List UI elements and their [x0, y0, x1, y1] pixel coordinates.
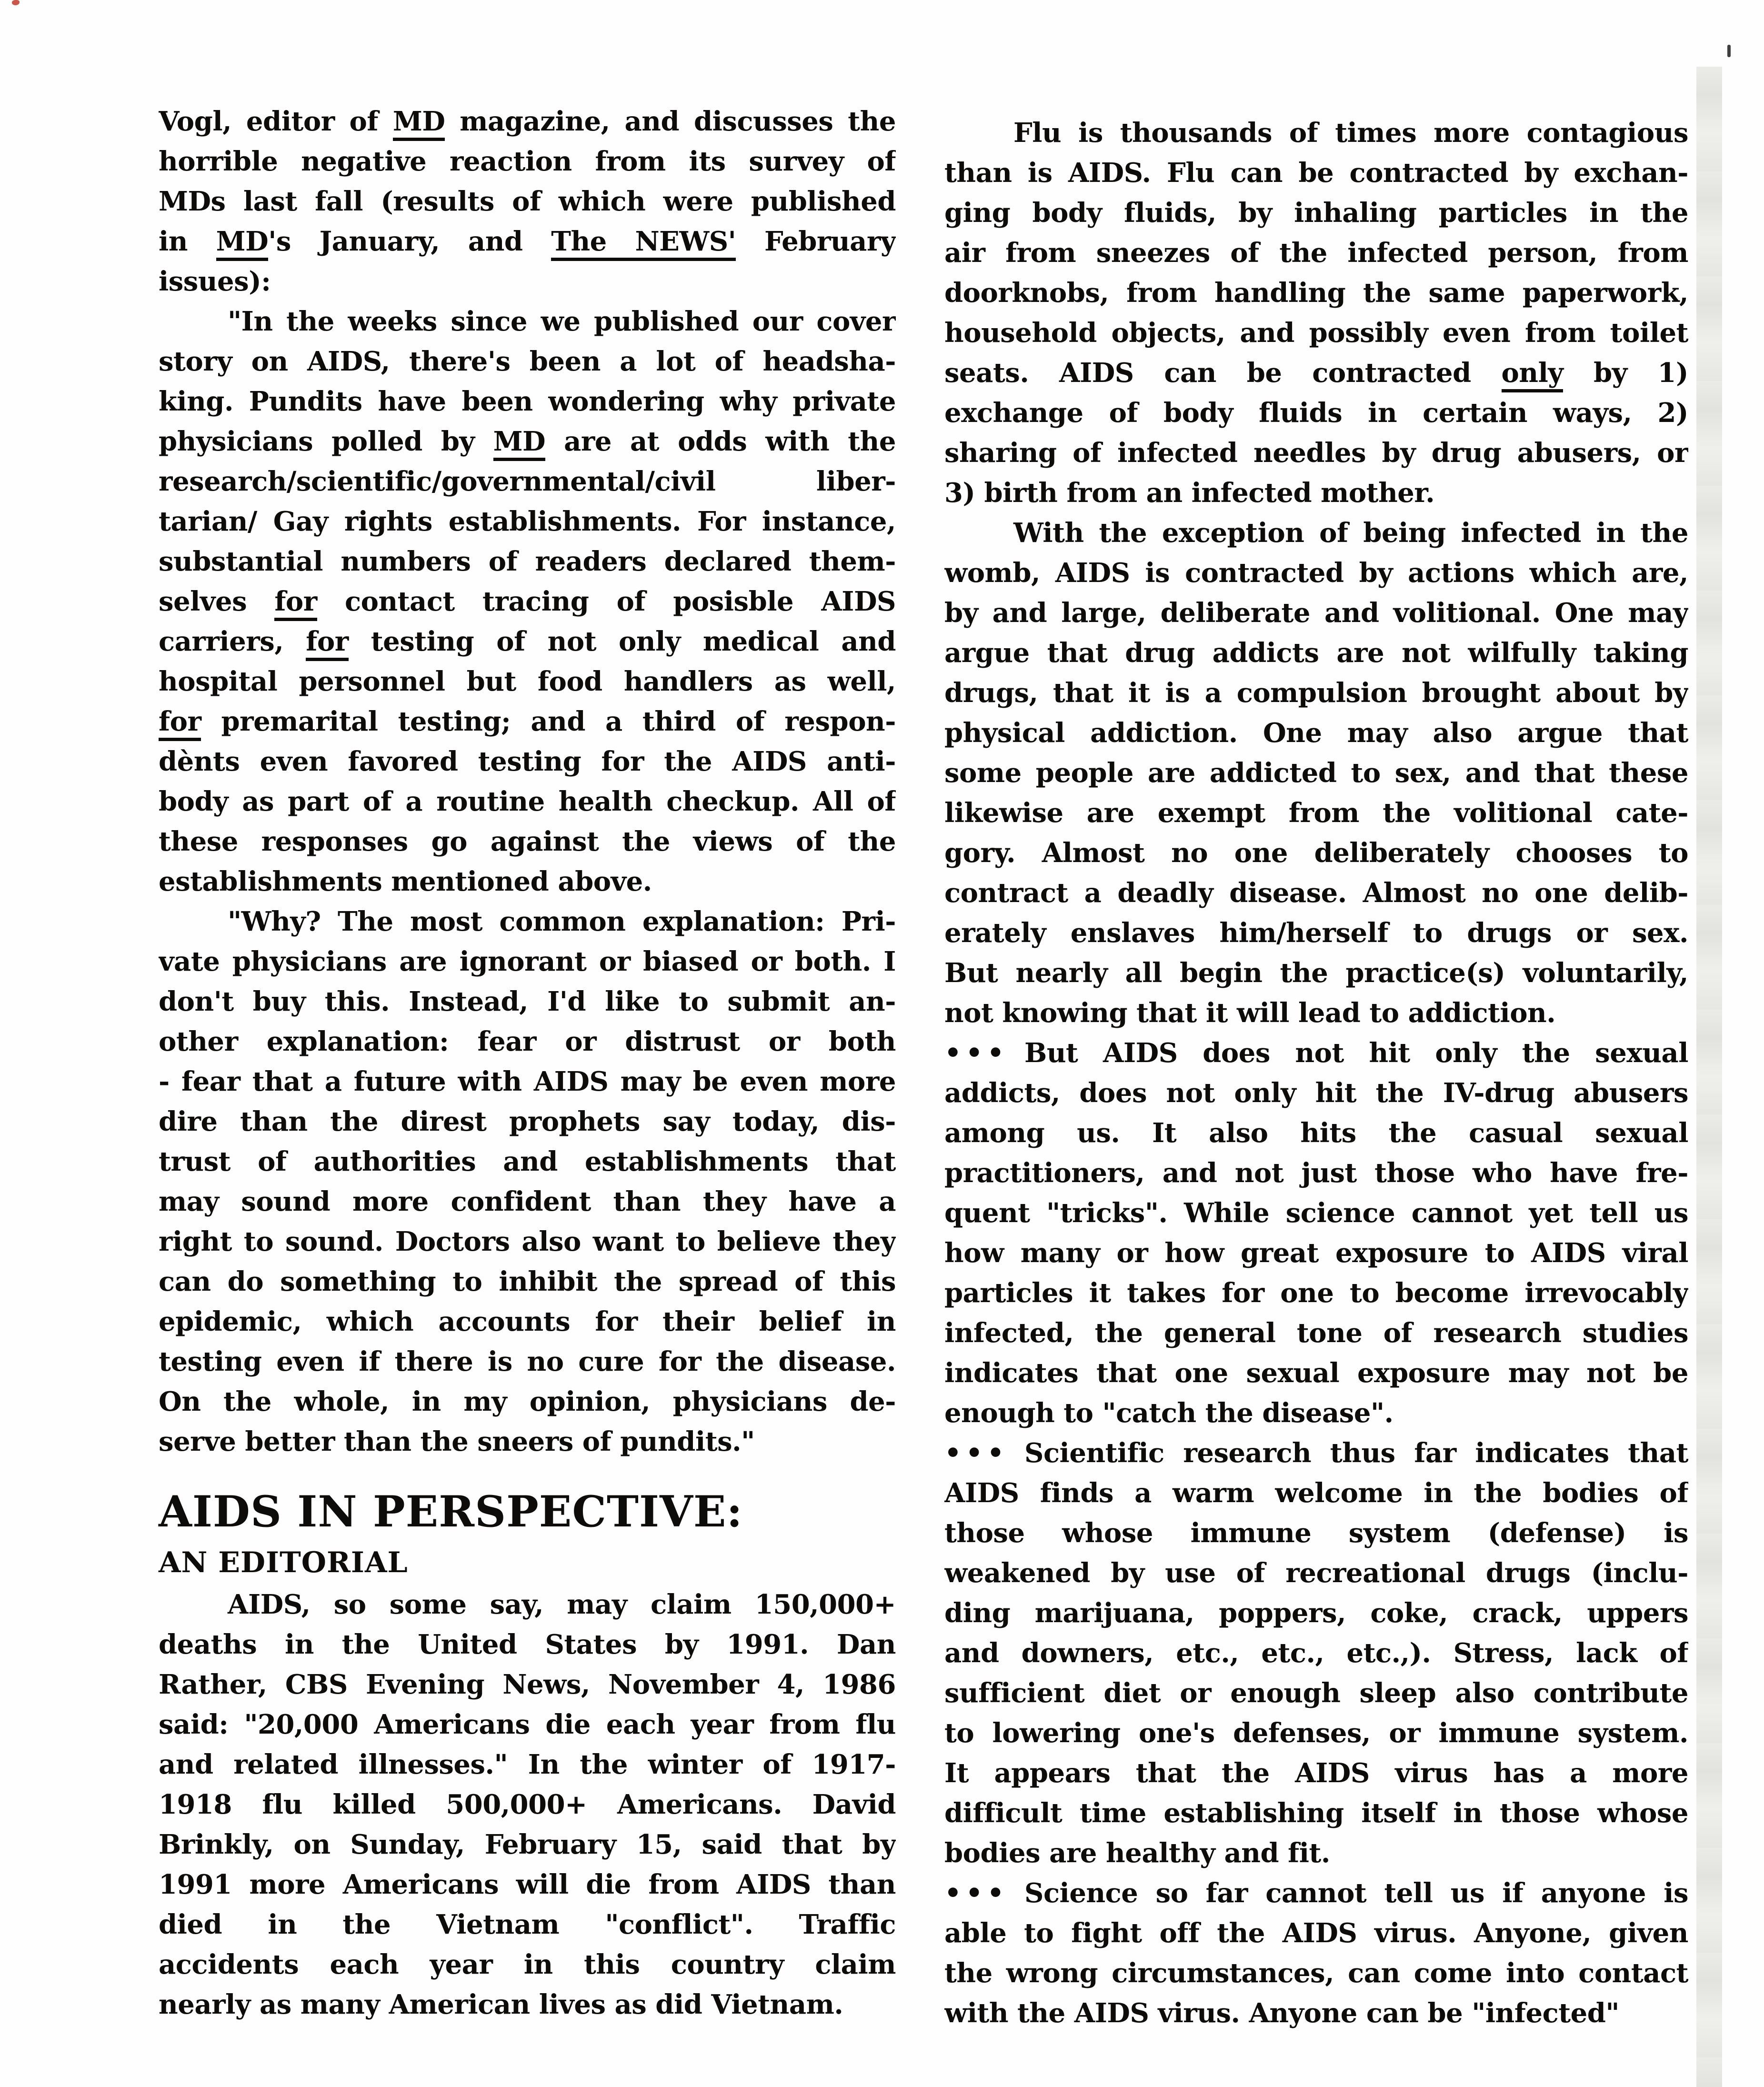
- text-line: may sound more confident than they have a: [159, 1186, 896, 1217]
- text-line: nearly as many American lives as did Vietnam.: [159, 1989, 843, 2020]
- bullet-marker: •••: [944, 1037, 1009, 1069]
- text-line: argue that drug addicts are not wilfully taking: [944, 637, 1688, 669]
- text-line: died in the Vietnam "conflict". Traffic: [159, 1909, 896, 1940]
- text-line: for premarital testing; and a third of respon-: [159, 702, 896, 742]
- text-line: With the exception of being infected in the: [1013, 517, 1688, 549]
- text-line: drugs, that it is a compulsion brought about by: [944, 677, 1688, 709]
- text-line: - fear that a future with AIDS may be even more: [159, 1066, 896, 1097]
- text-line: with the AIDS virus. Anyone can be "infected": [944, 1997, 1620, 2029]
- text-line: ••• Scientific research thus far indicates that: [944, 1433, 1688, 1473]
- text-line: quent "tricks". While science cannot yet tell us: [944, 1197, 1688, 1229]
- text-line: sufficient diet or enough sleep also contribute: [944, 1677, 1688, 1709]
- text-line: ding marijuana, poppers, coke, crack, uppers: [944, 1597, 1688, 1629]
- text-line: gory. Almost no one deliberately chooses to: [944, 837, 1688, 869]
- text-line: trust of authorities and establishments that: [159, 1146, 896, 1177]
- text-line: other explanation: fear or distrust or both: [159, 1026, 896, 1057]
- text-line: hospital personnel but food handlers as well,: [159, 666, 896, 697]
- text-line: body as part of a routine health checkup. All of: [159, 786, 896, 817]
- text-line: But nearly all begin the practice(s) voluntarily,: [944, 957, 1688, 989]
- text-line: Brinkly, on Sunday, February 15, said that by: [159, 1829, 896, 1860]
- text-line: and related illnesses." In the winter of 1917-: [159, 1749, 896, 1780]
- text-line: dènts even favored testing for the AIDS anti-: [159, 746, 896, 777]
- text-line: addicts, does not only hit the IV-drug abusers: [944, 1077, 1688, 1109]
- text-line: issues):: [159, 266, 271, 297]
- section-heading: AIDS IN PERSPECTIVE:: [159, 1486, 743, 1537]
- text-line: physical addiction. One may also argue that: [944, 717, 1688, 749]
- text-line: infected, the general tone of research studies: [944, 1317, 1688, 1349]
- text-line: research/scientific/governmental/civil liber-: [159, 466, 896, 497]
- text-line: air from sneezes of the infected person, from: [944, 237, 1688, 269]
- text-line: household objects, and possibly even from toilet: [944, 317, 1688, 349]
- text-line: MDs last fall (results of which were published: [159, 186, 896, 217]
- text-line: contract a deadly disease. Almost no one delib-: [944, 877, 1688, 909]
- text-line: sharing of infected needles by drug abusers, or: [944, 437, 1688, 469]
- left-column: [159, 101, 896, 2025]
- underlined-text: MD: [493, 426, 546, 461]
- text-line: Vogl, editor of MD magazine, and discusses the: [159, 101, 896, 141]
- underlined-text: MD: [393, 106, 445, 141]
- text-line: ging body fluids, by inhaling particles in the: [944, 197, 1688, 229]
- text-line: doorknobs, from handling the same paperwork,: [944, 277, 1688, 309]
- text-line: substantial numbers of readers declared them-: [159, 546, 896, 577]
- text-line: to lowering one's defenses, or immune system.: [944, 1717, 1688, 1749]
- text-line: AIDS, so some say, may claim 150,000+: [228, 1589, 896, 1620]
- text-line: womb, AIDS is contracted by actions which are,: [944, 557, 1688, 589]
- text-line: don't buy this. Instead, I'd like to submit an-: [159, 986, 896, 1017]
- text-line: It appears that the AIDS virus has a more: [944, 1757, 1688, 1789]
- text-line: weakened by use of recreational drugs (inclu-: [944, 1557, 1688, 1589]
- text-line: among us. It also hits the casual sexual: [944, 1117, 1688, 1149]
- text-line: 1991 more Americans will die from AIDS than: [159, 1869, 896, 1900]
- text-line: testing even if there is no cure for the disease.: [159, 1346, 896, 1377]
- text-line: deaths in the United States by 1991. Dan: [159, 1629, 896, 1660]
- text-line: particles it takes for one to become irrevocably: [944, 1277, 1688, 1309]
- underlined-text: for: [159, 706, 201, 741]
- text-line: bodies are healthy and fit.: [944, 1837, 1330, 1869]
- text-line: tarian/ Gay rights establishments. For instance,: [159, 506, 896, 537]
- text-line: epidemic, which accounts for their belief in: [159, 1306, 896, 1337]
- scan-artifact-red-dot: [12, 0, 20, 5]
- text-line: right to sound. Doctors also want to believe they: [159, 1226, 896, 1257]
- text-line: exchange of body fluids in certain ways, 2): [944, 397, 1688, 429]
- text-line: AIDS finds a warm welcome in the bodies of: [944, 1477, 1688, 1509]
- text-line: "Why? The most common explanation: Pri-: [228, 906, 896, 937]
- text-line: On the whole, in my opinion, physicians de-: [159, 1386, 896, 1417]
- text-line: how many or how great exposure to AIDS viral: [944, 1237, 1688, 1269]
- text-line: king. Pundits have been wondering why private: [159, 386, 896, 417]
- underlined-text: for: [274, 586, 317, 621]
- text-line: ••• Science so far cannot tell us if anyone is: [944, 1873, 1688, 1913]
- text-line: Flu is thousands of times more contagious: [1013, 117, 1688, 149]
- text-line: not knowing that it will lead to addiction.: [944, 997, 1556, 1029]
- text-line: 3) birth from an infected mother.: [944, 477, 1435, 509]
- text-line: difficult time establishing itself in those whose: [944, 1797, 1688, 1829]
- text-line: those whose immune system (defense) is: [944, 1517, 1688, 1549]
- text-line: the wrong circumstances, can come into contact: [944, 1957, 1688, 1989]
- text-line: physicians polled by MD are at odds with the: [159, 421, 896, 462]
- text-line: likewise are exempt from the volitional cate-: [944, 797, 1688, 829]
- text-line: vate physicians are ignorant or biased or both. I: [159, 946, 896, 977]
- text-line: these responses go against the views of the: [159, 826, 896, 857]
- text-line: indicates that one sexual exposure may not be: [944, 1357, 1688, 1389]
- text-line: than is AIDS. Flu can be contracted by exchan-: [944, 157, 1688, 189]
- text-line: said: "20,000 Americans die each year from flu: [159, 1709, 896, 1740]
- text-line: establishments mentioned above.: [159, 866, 652, 897]
- text-line: carriers, for testing of not only medical and: [159, 622, 896, 662]
- text-line: able to fight off the AIDS virus. Anyone, given: [944, 1917, 1688, 1949]
- scan-artifact-right-band: [1696, 67, 1722, 2087]
- text-line: dire than the direst prophets say today, dis-: [159, 1106, 896, 1137]
- underlined-text: only: [1502, 357, 1564, 392]
- text-line: practitioners, and not just those who have fre-: [944, 1157, 1688, 1189]
- text-line: Rather, CBS Evening News, November 4, 1986: [159, 1669, 896, 1700]
- text-line: story on AIDS, there's been a lot of headsha-: [159, 346, 896, 377]
- text-line: in MD's January, and The NEWS' February: [159, 221, 896, 261]
- text-line: can do something to inhibit the spread of this: [159, 1266, 896, 1297]
- underlined-text: for: [306, 626, 348, 661]
- text-line: 1918 flu killed 500,000+ Americans. David: [159, 1789, 896, 1820]
- text-line: erately enslaves him/herself to drugs or sex.: [944, 917, 1688, 949]
- underlined-text: The NEWS': [551, 226, 736, 261]
- underlined-text: MD: [216, 226, 269, 261]
- text-line: horrible negative reaction from its survey of: [159, 146, 896, 177]
- text-line: selves for contact tracing of posisble AIDS: [159, 582, 896, 622]
- bullet-marker: •••: [944, 1877, 1009, 1909]
- text-line: enough to "catch the disease".: [944, 1397, 1393, 1429]
- right-column: [944, 113, 1688, 2033]
- text-line: seats. AIDS can be contracted only by 1): [944, 353, 1688, 393]
- text-line: by and large, deliberate and volitional. One may: [944, 597, 1688, 629]
- bullet-marker: •••: [944, 1437, 1009, 1469]
- text-line: "In the weeks since we published our cover: [228, 306, 896, 337]
- section-subheading: AN EDITORIAL: [159, 1546, 408, 1579]
- text-line: and downers, etc., etc., etc.,). Stress, lack of: [944, 1637, 1688, 1669]
- text-line: accidents each year in this country claim: [159, 1949, 896, 1980]
- text-line: some people are addicted to sex, and that these: [944, 757, 1688, 789]
- scan-artifact-tick: [1727, 45, 1731, 57]
- text-line: serve better than the sneers of pundits.": [159, 1426, 755, 1457]
- text-line: ••• But AIDS does not hit only the sexual: [944, 1033, 1688, 1073]
